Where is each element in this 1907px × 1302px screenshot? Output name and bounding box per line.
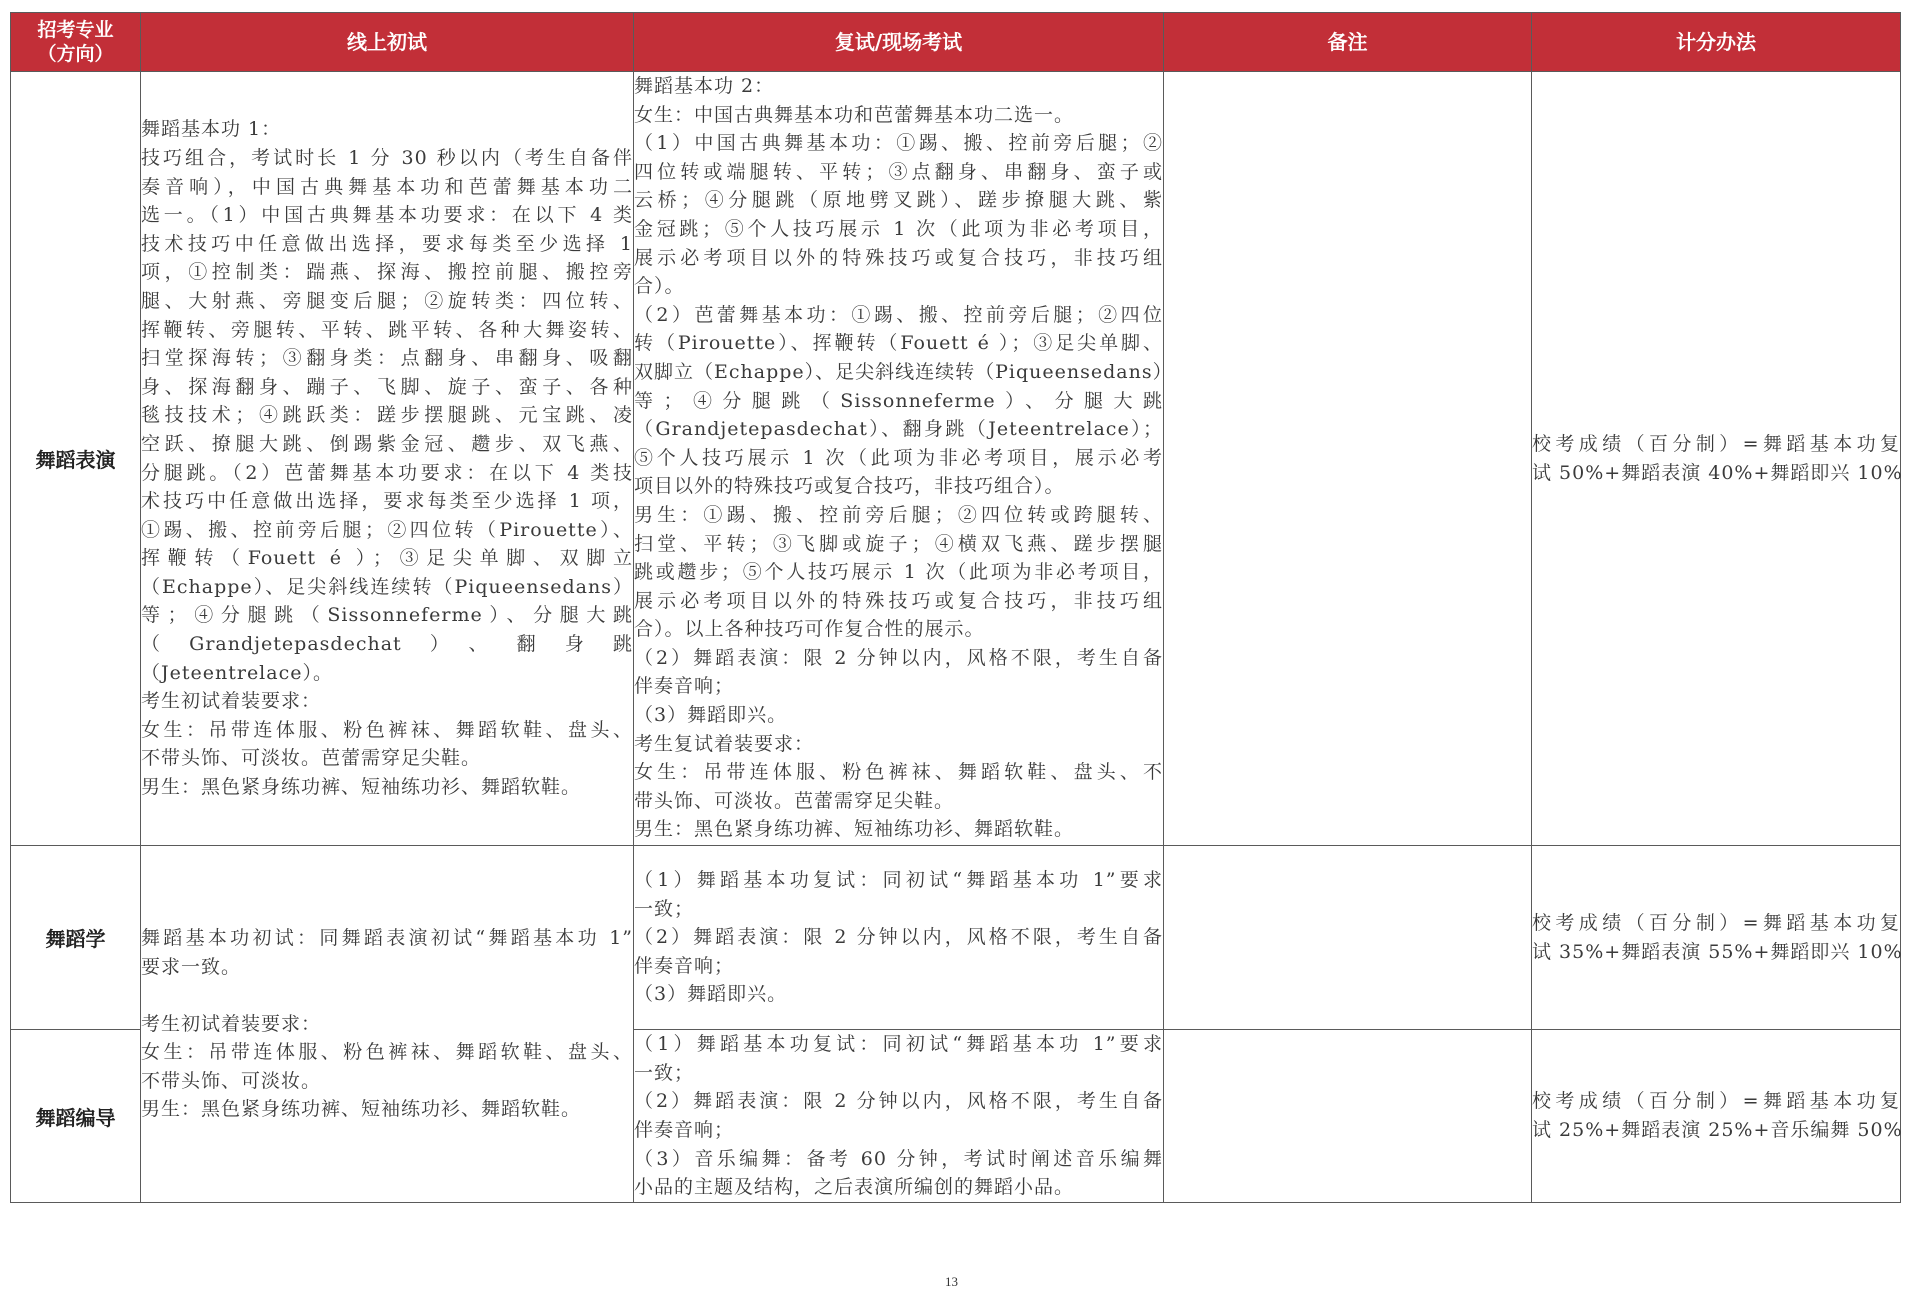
text-line: 云桥；④分腿跳（原地劈叉跳）、蹉步撩腿大跳、紫 — [634, 189, 1163, 212]
text-line: 校考成绩（百分制）=舞蹈基本功复 — [1532, 911, 1900, 934]
text-line: 不带头饰、可淡妆。芭蕾需穿足尖鞋。 — [141, 747, 482, 770]
text-line: 合）。 — [634, 275, 685, 298]
text-line: 带头饰、可淡妆。芭蕾需穿足尖鞋。 — [634, 789, 955, 812]
text-line: 分腿跳。（2）芭蕾舞基本功要求：在以下 4 类技 — [141, 461, 633, 484]
text-line: （3）音乐编舞：备考 60 分钟，考试时阐述音乐编舞 — [634, 1147, 1163, 1170]
remark-cell — [1164, 72, 1532, 846]
header-remark: 备注 — [1164, 13, 1532, 72]
online-cell — [141, 72, 634, 846]
header-scoring: 计分办法 — [1532, 13, 1901, 72]
text-line: 空跃、撩腿大跳、倒踢紫金冠、趱步、双飞燕、 — [141, 432, 633, 455]
text-line: 奏音响），中国古典舞基本功和芭蕾舞基本功二 — [141, 175, 633, 198]
text-line: 跳或趱步；⑤个人技巧展示 1 次（此项为非必考项目， — [634, 561, 1163, 584]
text-line: 身、探海翻身、蹦子、飞脚、旋子、蛮子、各种 — [141, 375, 633, 398]
header-major-label: 招考专业（方向） — [37, 19, 114, 65]
text-line: 女生：吊带连体服、粉色裤袜、舞蹈软鞋、盘头、 — [141, 718, 633, 741]
header-major — [11, 13, 141, 72]
text-line: 腿、大射燕、旁腿变后腿；②旋转类：四位转、 — [141, 289, 633, 312]
text-line: （Jeteentrelace）。 — [141, 661, 333, 684]
text-line: 扫堂、平转；③飞脚或旋子；④横双飞燕、蹉步摆腿 — [634, 532, 1163, 555]
text-line: 男生：黑色紧身练功裤、短袖练功衫、舞蹈软鞋。 — [141, 1098, 582, 1121]
text-line: 转（Pirouette）、挥鞭转（Fouett é ）；③足尖单脚、 — [634, 332, 1163, 355]
text-line: 一致； — [634, 1061, 695, 1084]
text-line: 等；④分腿跳（Sissonneferme）、分腿大跳 — [634, 389, 1163, 412]
text-line: 等；④分腿跳（Sissonneferme）、分腿大跳 — [141, 604, 633, 627]
text-line: 女生：吊带连体服、粉色裤袜、舞蹈软鞋、盘头、 — [141, 1041, 633, 1064]
text-line: （2）舞蹈表演：限 2 分钟以内，风格不限，考生自备 — [634, 926, 1163, 949]
major-cell: 舞蹈学 — [11, 846, 141, 1030]
text-line: 技术技巧中任意做出选择，要求每类至少选择 1 — [141, 232, 633, 255]
retest-cell — [634, 72, 1173, 846]
text-line: 女生：吊带连体服、粉色裤袜、舞蹈软鞋、盘头、不 — [634, 761, 1163, 784]
admission-exam-table — [10, 12, 1901, 1203]
text-line: 舞蹈基本功 1： — [141, 118, 282, 141]
online-cell — [141, 846, 634, 1203]
text-line: 挥鞭转、旁腿转、平转、跳平转、各种大舞姿转、 — [141, 318, 633, 341]
major-cell: 舞蹈编导 — [11, 1030, 141, 1203]
text-line: 合）。以上各种技巧可作复合性的展示。 — [634, 618, 985, 641]
text-line: 小品的主题及结构，之后表演所编创的舞蹈小品。 — [634, 1176, 1075, 1199]
retest-cell — [634, 1030, 1164, 1203]
remark-cell — [1164, 846, 1532, 1030]
text-line: 校考成绩（百分制）=舞蹈基本功复 — [1532, 1090, 1900, 1113]
text-line: （Grandjetepasdechat）、翻身跳（Jeteentrelace）； — [634, 418, 1163, 441]
table-row — [11, 846, 1901, 1030]
text-line: ①踢、搬、控前旁后腿；②四位转（Pirouette）、 — [141, 518, 633, 541]
text-line: 扫堂探海转；③翻身类：点翻身、串翻身、吸翻 — [141, 347, 633, 370]
text-line — [141, 981, 633, 1010]
retest-cell — [634, 846, 1164, 1030]
text-line: 考生复试着装要求： — [634, 732, 815, 755]
text-line: 男生：黑色紧身练功裤、短袖练功衫、舞蹈软鞋。 — [141, 776, 582, 799]
text-line: 一致； — [634, 897, 695, 920]
scoring-cell — [1532, 1030, 1901, 1203]
page-number: 13 — [945, 1274, 958, 1289]
text-line: 挥鞭转（Fouett é ）；③足尖单脚、双脚立 — [141, 547, 633, 570]
text-line: 不带头饰、可淡妆。 — [141, 1069, 322, 1092]
text-line: （2）舞蹈表演：限 2 分钟以内，风格不限，考生自备 — [634, 1090, 1163, 1113]
text-line: 舞蹈基本功初试：同舞蹈表演初试“舞蹈基本功 1” — [141, 926, 633, 949]
text-line: 展示必考项目以外的特殊技巧或复合技巧，非技巧组 — [634, 589, 1163, 612]
scoring-cell — [1532, 72, 1901, 846]
text-line: 伴奏音响； — [634, 954, 735, 977]
text-line: 技巧组合，考试时长 1 分 30 秒以内（考生自备伴 — [141, 146, 633, 169]
text-line: 试 25%+舞蹈表演 25%+音乐编舞 50% — [1532, 1119, 1903, 1141]
text-line: 选一。（1）中国古典舞基本功要求：在以下 4 类 — [141, 204, 633, 227]
text-line: 男生：黑色紧身练功裤、短袖练功衫、舞蹈软鞋。 — [634, 818, 1075, 841]
text-line: 双脚立（Echappe）、足尖斜线连续转（Piqueensedans） — [634, 360, 1173, 383]
text-line: 伴奏音响； — [634, 1119, 735, 1141]
text-line: 舞蹈基本功 2： — [634, 75, 775, 97]
text-line: 展示必考项目以外的特殊技巧或复合技巧，非技巧组 — [634, 246, 1163, 269]
text-line: 要求一致。 — [141, 955, 242, 978]
text-line: （2）舞蹈表演：限 2 分钟以内，风格不限，考生自备 — [634, 646, 1163, 669]
table-header-row — [11, 13, 1901, 72]
text-line: （1）舞蹈基本功复试：同初试“舞蹈基本功 1”要求 — [634, 869, 1163, 892]
header-retest: 复试/现场考试 — [634, 13, 1164, 72]
major-cell: 舞蹈表演 — [11, 72, 141, 846]
text-line: 男生：①踢、搬、控前旁后腿；②四位转或跨腿转、 — [634, 503, 1163, 526]
text-line: 伴奏音响； — [634, 675, 735, 698]
text-line: 项目以外的特殊技巧或复合技巧，非技巧组合）。 — [634, 475, 1065, 498]
text-line: 校考成绩（百分制）=舞蹈基本功复 — [1532, 432, 1900, 455]
text-line: （Grandjetepasdechat）、翻身跳 — [141, 633, 633, 656]
text-line: （Echappe）、足尖斜线连续转（Piqueensedans） — [141, 575, 633, 598]
text-line: ⑤个人技巧展示 1 次（此项为非必考项目，展示必考 — [634, 446, 1163, 469]
text-line: （2）芭蕾舞基本功：①踢、搬、控前旁后腿；②四位 — [634, 303, 1163, 326]
text-line: 金冠跳；⑤个人技巧展示 1 次（此项为非必考项目， — [634, 217, 1163, 240]
text-line: （1）舞蹈基本功复试：同初试“舞蹈基本功 1”要求 — [634, 1033, 1163, 1056]
text-line: 毯技技术；④跳跃类：蹉步摆腿跳、元宝跳、凌 — [141, 404, 633, 427]
text-line: 女生：中国古典舞基本功和芭蕾舞基本功二选一。 — [634, 103, 1075, 126]
text-line: 四位转或端腿转、平转；③点翻身、串翻身、蛮子或 — [634, 160, 1163, 183]
text-line: （3）舞蹈即兴。 — [634, 983, 788, 1006]
text-line: 术技巧中任意做出选择，要求每类至少选择 1 项， — [141, 490, 633, 513]
text-line: 试 35%+舞蹈表演 55%+舞蹈即兴 10% — [1532, 940, 1903, 963]
text-line: 试 50%+舞蹈表演 40%+舞蹈即兴 10% — [1532, 461, 1903, 484]
text-line: 项，①控制类：踹燕、探海、搬控前腿、搬控旁 — [141, 261, 633, 284]
header-online: 线上初试 — [141, 13, 634, 72]
text-line: 考生初试着装要求： — [141, 1012, 322, 1035]
scoring-cell — [1532, 846, 1901, 1030]
text-line: 考生初试着装要求： — [141, 690, 322, 713]
text-line: （3）舞蹈即兴。 — [634, 704, 788, 727]
remark-cell — [1164, 1030, 1532, 1203]
text-line: （1）中国古典舞基本功：①踢、搬、控前旁后腿；② — [634, 132, 1163, 155]
table-row — [11, 72, 1901, 846]
